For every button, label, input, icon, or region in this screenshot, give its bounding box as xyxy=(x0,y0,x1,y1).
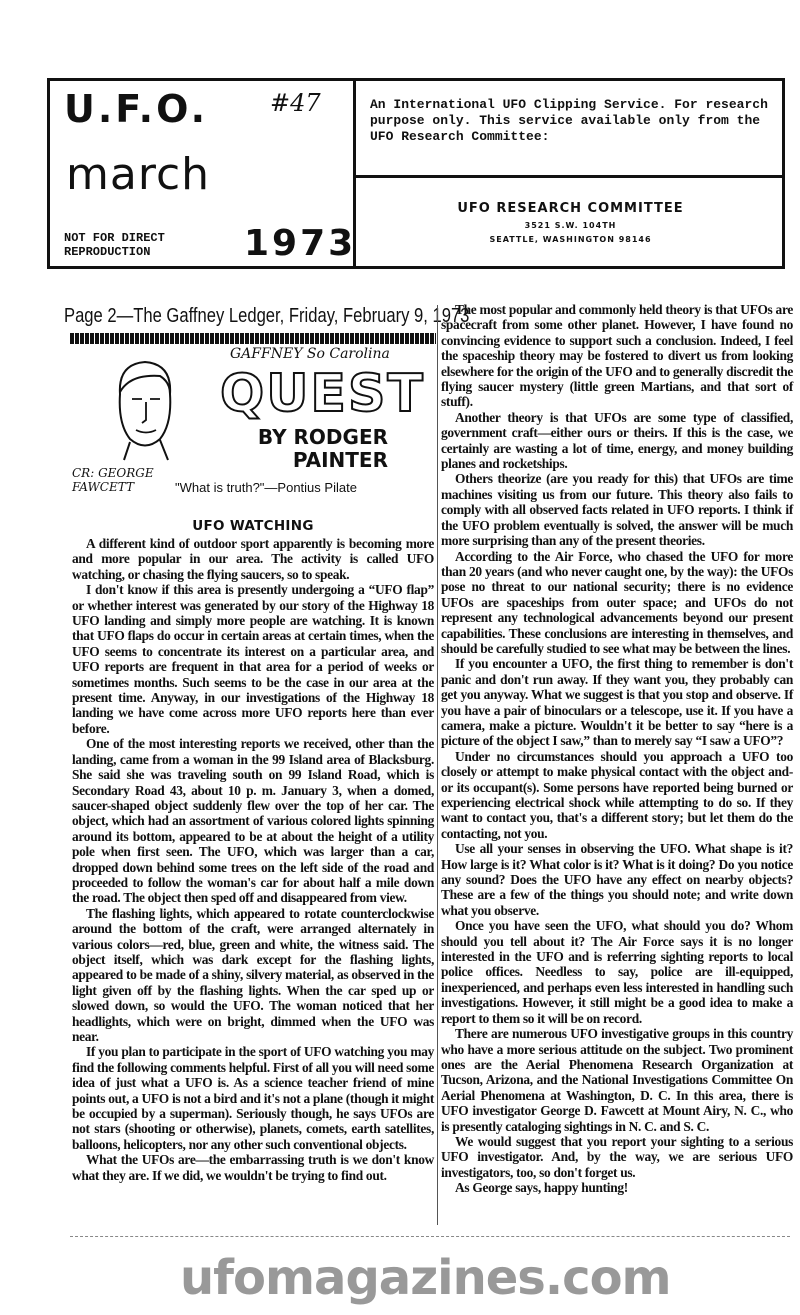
section-heading: UFO WATCHING xyxy=(192,518,314,534)
org-name: UFO RESEARCH COMMITTEE xyxy=(457,201,684,216)
organization-address xyxy=(356,201,785,244)
paragraph: The most popular and commonly held theory is that UFOs are spacecraft from some other planet. However, I have found no convincing evidence to support such a conclusion. Indeed, I feel the spaceship theory may be fostered to divert us from looking elsewhere for the origin of the UFO and to generally discredit the flying saucer mystery (little green Martians, and that sort of stuff). xyxy=(441,302,793,410)
rule-bar xyxy=(70,333,436,344)
paragraph: One of the most interesting reports we received, other than the landing, came from a woman in the 99 Island area of Blacksburg. She said she was traveling south on 99 Island Road, which is Secondary Road 43, about 10 p. m. January 3, when a domed, saucer-shaped object suddenly flew over the top of her car. The object, which had an assortment of various colored lights spinning around its bottom, appeared to be at about the height of a utility pole when first seen. The UFO, which was larger than a car, dropped down behind some trees on the left side of the road and proceeded to follow the woman's car for about half a mile down the road. The object then sped off and disappeared from view. xyxy=(72,736,434,906)
service-description: An International UFO Clipping Service. For research purpose only. This service available only from the UFO Research Committee: xyxy=(370,97,768,144)
paragraph: A different kind of outdoor sport apparently is becoming more and more popular in our area. The activity is called UFO watching, or chasing the flying saucers, so to speak. xyxy=(72,536,434,582)
paragraph: What the UFOs are—the embarrassing truth is we don't know what they are. If we did, we wouldn't be trying to find out. xyxy=(72,1152,434,1183)
header-divider xyxy=(356,175,785,178)
issue-month: march xyxy=(66,149,211,200)
paragraph: There are numerous UFO investigative groups in this country who have a more serious attitude on the subject. Two prominent ones are the Aerial Phenomena Research Organization at Tucson, Arizona, and the National Investigations Committee On Aerial Phenomena at Washington, D. C. In this area, there is UFO investigator George D. Fawcett at Mount Airy, N. C., who is presently cataloging sightings in N. C. and S. C. xyxy=(441,1026,793,1134)
credit-note: CR: GEORGE FAWCETT xyxy=(72,466,154,494)
issue-panel xyxy=(50,81,356,266)
paragraph: We would suggest that you report your sighting to a serious UFO investigator. And, by the way, we are serious UFO investigators, too, so don't forget us. xyxy=(441,1133,793,1180)
article-right-column xyxy=(441,302,793,1196)
paragraph: As George says, happy hunting! xyxy=(455,1180,628,1196)
article-left-column xyxy=(72,518,434,1183)
paragraph: According to the Air Force, who chased the UFO for more than 20 years (and who never caught one, by the way): the UFOs pose no threat to our national security; there is no evidence UFOs are spaceships from outer space; and UFOs do not represent any technological advancements beyond our present capabilities. These conclusions are interesting in themselves, and should be carefully studied to see what may be between the lines. xyxy=(441,548,793,656)
paragraph: Once you have seen the UFO, what should you do? Whom should you tell about it? The Air Force says it is no longer interested in the UFO and is referring sighting reports to local police offices. Needless to say, police are ill-equipped, inexperienced, and perhaps even less interested in handling such investigations. However, it still might be a good idea to make a report to them so it will be on record. xyxy=(441,918,793,1026)
paragraph: Use all your senses in observing the UFO. What shape is it? How large is it? What color is it? What is it doing? Do you notice any sound? Does the UFO have any effect on nearby objects? These are a few of the things you should note; and write down what you observe. xyxy=(441,841,793,918)
column-masthead xyxy=(70,346,436,514)
clipping-service-header xyxy=(47,78,785,269)
column-divider xyxy=(437,305,438,1225)
newspaper-page-line: Page 2—The Gaffney Ledger, Friday, February 9, 1973 xyxy=(64,305,470,327)
issue-year: 1973 xyxy=(244,223,357,264)
paragraph: Another theory is that UFOs are some type of classified, government craft—either ours or theirs. If this is the case, we certainly are wasting a lot of time, energy, and money building planes and rocketships. xyxy=(441,409,793,472)
watermark: ufomagazines.com xyxy=(180,1250,671,1306)
paragraph: If you encounter a UFO, the first thing to remember is don't panic and don't run away. If they want you, they probably can get you anyway. What we suggest is that you stop and observe. If you have a pair of binoculars or a telescope, use it. If you have a camera, make a picture. Wouldn't it be better to say “here is a picture of the object I saw,” than to merely say “I saw a UFO”? xyxy=(441,656,793,749)
portrait-sketch-icon xyxy=(100,354,180,462)
epigraph-quote: "What is truth?"—Pontius Pilate xyxy=(175,480,357,495)
org-street: 3521 S.W. 104TH xyxy=(524,221,617,230)
paragraph: Under no circumstances should you approach a UFO too closely or attempt to make physical contact with the object and-or its occupant(s). Some persons have reported being burned or experiencing electrical shock while attempting to do so. If they want to contact you, that's a different story; but let them do the contacting, not you. xyxy=(441,748,793,841)
location-note: GAFFNEY So Carolina xyxy=(230,346,390,362)
byline: BY RODGER PAINTER xyxy=(257,425,388,472)
paragraph: If you plan to participate in the sport of UFO watching you may find the following comments helpful. First of all you will need some idea of just what a UFO is. As a science teacher friend of mine points out, a UFO is not a bird and it's not a plane (though it might be occupied by a superman). Seriously though, he says UFOs are not stars (shooting or otherwise), planets, comets, earth satellites, balloons, helicopters, nor any other such conventional objects. xyxy=(72,1044,434,1152)
paragraph: Others theorize (are you ready for this) that UFOs are time machines visiting us from our future. This theory also fails to comply with all observed facts related in UFO reports. I think if the UFO problem eventually is solved, the answer will be much more surprising than any of the present theories. xyxy=(441,471,793,549)
publication-title: U.F.O. xyxy=(64,87,209,131)
paragraph: I don't know if this area is presently undergoing a “UFO flap” or whether interest was generated by our story of the Highway 18 UFO landing and simply more people are watching. It is known that UFO flaps do occur in certain areas at certain times, when the UFO seems to concentrate its interest on a particular area, and UFO reports are frequent in that area for a period of weeks or sometimes months. Such seems to be the case in our area at the present time. Anyway, in our investigations of the Highway 18 landing we have come across more UFO reports here than ever before. xyxy=(72,582,434,736)
column-name: QUEST xyxy=(220,364,425,424)
issue-number: #47 xyxy=(270,89,321,117)
org-city: SEATTLE, WASHINGTON 98146 xyxy=(489,235,652,244)
paragraph: The flashing lights, which appeared to rotate counterclockwise around the bottom of the craft, were arranged alternately in various colors—red, blue, green and white, the witness said. The object itself, which was dark except for the flashing lights, appeared to be made of a shiny, silvery material, as observed in the light given off by the flashing lights. When the car sped up or slowed down, so would the UFO. The woman noticed that her headlights, which were on bright, dimmed when the UFO was near. xyxy=(72,905,434,1044)
clipping-edge xyxy=(70,1236,790,1237)
reproduction-notice: NOT FOR DIRECT REPRODUCTION xyxy=(64,231,165,259)
